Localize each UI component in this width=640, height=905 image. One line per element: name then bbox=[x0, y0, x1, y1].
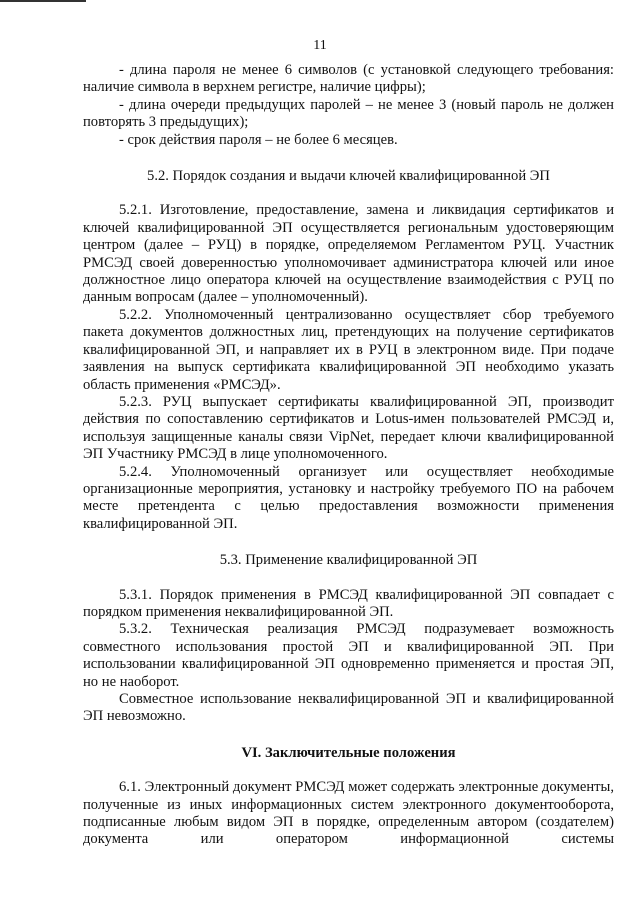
section-6-title: VI. Заключительные положения bbox=[241, 744, 456, 761]
list-item-password-length: - длина пароля не менее 6 символов (с установкой следующего требования: наличие символа в верхнем регистре, наличие цифры); bbox=[83, 62, 614, 96]
list-item-password-history: - длина очереди предыдущих паролей – не менее 3 (новый пароль не должен повторять 3 предыдущих); bbox=[83, 96, 614, 131]
list-item-password-validity: - срок действия пароля – не более 6 месяцев. bbox=[119, 131, 398, 148]
section-5-3-title: 5.3. Применение квалифицированной ЭП bbox=[219, 552, 478, 569]
paragraph-5-2-2: 5.2.2. Уполномоченный централизованно осуществляет сбор требуемого пакета документов должностных лиц, претендующих на получение сертификатов квалифицированной ЭП, и направляет их в РУЦ в электронном виде. При подаче заявления на выпуск сертификата квалифицированной ЭП необходимо указать область применения «РМСЭД». bbox=[83, 306, 614, 393]
paragraph-5-2-4: 5.2.4. Уполномоченный организует или осуществляет необходимые организационные мероприятия, установку и настройку требуемого ПО на рабочем месте претендента с целью предоставления возможности применения квалифицированной ЭП. bbox=[83, 463, 614, 532]
top-rule bbox=[0, 0, 86, 2]
page-number: 11 bbox=[313, 38, 327, 53]
document-body bbox=[83, 62, 614, 849]
paragraph-5-2-3: 5.2.3. РУЦ выпускает сертификаты квалифицированной ЭП, производит действия по сопоставлению сертификатов и Lotus-имен пользователей РМСЭД и, используя защищенные каналы связи VipNet, передает ключи квалифицированной ЭП Участнику РМСЭД в лице уполномоченного. bbox=[83, 393, 614, 463]
paragraph-5-2-1: 5.2.1. Изготовление, предоставление, замена и ликвидация сертификатов и ключей квалифицированной ЭП осуществляется региональным удостоверяющим центром (далее – РУЦ) в порядке, определяемом Регламентом РУЦ. Участник РМСЭД своей доверенностью уполномочивает администратора ключей или иное должностное лицо оператора ключей на осуществление взаимодействия с РУЦ по данным вопросам (далее – уполномоченный). bbox=[83, 202, 614, 306]
paragraph-5-3-2: 5.3.2. Техническая реализация РМСЭД подразумевает возможность совместного использования простой ЭП и квалифицированной ЭП. При использовании квалифицированной ЭП одновременно применяется и простая ЭП, но не наоборот. bbox=[83, 621, 614, 690]
paragraph-5-3-1: 5.3.1. Порядок применения в РМСЭД квалифицированной ЭП совпадает с порядком применения неквалифицированной ЭП. bbox=[83, 586, 614, 620]
paragraph-6-1: 6.1. Электронный документ РМСЭД может содержать электронные документы, полученные из иных информационных систем электронного документооборота, подписанные любым видом ЭП в порядке, определенным автором (создателем) документа или оператором информационной системы bbox=[83, 779, 614, 848]
section-5-2-title: 5.2. Порядок создания и выдачи ключей квалифицированной ЭП bbox=[147, 168, 550, 185]
paragraph-5-3-3: Совместное использование неквалифицированной ЭП и квалифицированной ЭП невозможно. bbox=[83, 691, 614, 725]
